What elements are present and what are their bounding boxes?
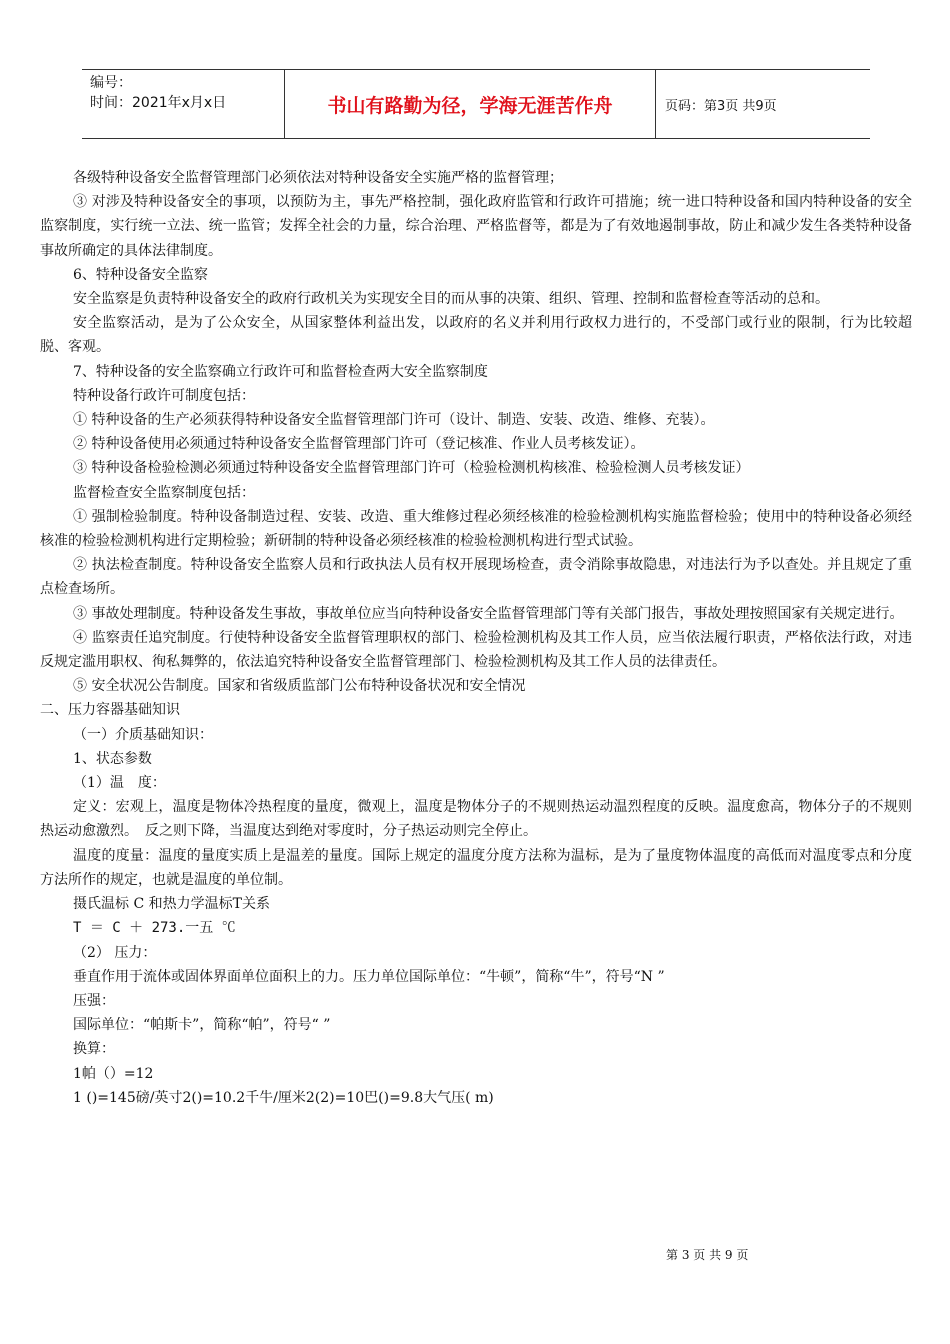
header-page-label: 页码：第3页 共9页 bbox=[665, 98, 777, 114]
header-meta bbox=[82, 70, 284, 138]
section-heading: 7、特种设备的安全监察确立行政许可和监督检查两大安全监察制度 bbox=[73, 363, 488, 380]
document-body bbox=[40, 166, 912, 1110]
list-item: ④ 监察责任追究制度。行使特种设备安全监督管理职权的部门、检验检测机构及其工作人员，应当依法履行职责，严格依法行政，对违反规定滥用职权、徇私舞弊的，依法追究特种设备安全监督管理部门、检验检测机构及其工作人员的法律责任。 bbox=[40, 629, 912, 671]
paragraph: 特种设备行政许可制度包括： bbox=[73, 387, 255, 404]
paragraph: 摄氏温标 C 和热力学温标T关系 bbox=[73, 896, 270, 913]
list-item: ① 特种设备的生产必须获得特种设备安全监督管理部门许可（设计、制造、安装、改造、维修、充装）。 bbox=[73, 412, 715, 429]
section-heading: 二、压力容器基础知识 bbox=[40, 702, 180, 719]
paragraph: 压强： bbox=[73, 992, 115, 1009]
number-label: 编号： bbox=[90, 75, 132, 91]
paragraph: 安全监察活动，是为了公众安全，从国家整体利益出发，以政府的名义并利用行政权力进行的，不受部门或行业的限制，行为比较超脱、客观。 bbox=[40, 315, 912, 356]
formula: T ＝ C ＋ 273.一五 ℃ bbox=[73, 920, 236, 937]
subsection-heading: （2） 压力： bbox=[73, 944, 157, 961]
formula: 1帕（）=12 bbox=[73, 1065, 154, 1082]
list-item: ② 执法检查制度。特种设备安全监察人员和行政执法人员有权开展现场检查，责令消除事故隐患，对违法行为予以查处。并且规定了重点检查场所。 bbox=[40, 557, 912, 598]
list-item: ③ 特种设备检验检测必须通过特种设备安全监督管理部门许可（检验检测机构核准、检验检测人员考核发证） bbox=[73, 460, 750, 477]
paragraph: 国际单位：“帕斯卡”，简称“帕”，符号“ ” bbox=[73, 1017, 331, 1034]
page-footer: 第 3 页 共 9 页 bbox=[666, 1248, 749, 1262]
page-header bbox=[82, 69, 870, 139]
subsection-heading: 1、状态参数 bbox=[73, 750, 152, 767]
paragraph: 垂直作用于流体或固体界面单位面积上的力。压力单位国际单位：“牛顿”，简称“牛”，符号“N ” bbox=[73, 968, 665, 985]
paragraph: 各级特种设备安全监督管理部门必须依法对特种设备安全实施严格的监督管理； bbox=[73, 170, 563, 186]
list-item: ③ 事故处理制度。特种设备发生事故，事故单位应当向特种设备安全监督管理部门等有关部门报告，事故处理按照国家有关规定进行。 bbox=[73, 605, 904, 622]
section-heading: 6、特种设备安全监察 bbox=[73, 266, 208, 283]
paragraph: 监督检查安全监察制度包括： bbox=[73, 484, 255, 501]
subsection-heading: （一）介质基础知识： bbox=[73, 726, 213, 743]
header-motto: 书山有路勤为径，学海无涯苦作舟 bbox=[284, 70, 656, 138]
paragraph: 温度的度量：温度的量度实质上是温差的量度。国际上规定的温度分度方法称为温标，是为了量度物体温度的高低而对温度零点和分度方法所作的规定，也就是温度的单位制。 bbox=[40, 847, 912, 888]
subsection-heading: （1）温 度： bbox=[73, 775, 166, 792]
list-item: ② 特种设备使用必须通过特种设备安全监督管理部门许可（登记核准、作业人员考核发证）。 bbox=[73, 436, 645, 453]
list-item: ① 强制检验制度。特种设备制造过程、安装、改造、重大维修过程必须经核准的检验检测机构实施监督检验；使用中的特种设备必须经核准的检验检测机构进行定期检验；新研制的特种设备必须经核准的检验检测机构进行型式试验。 bbox=[40, 508, 912, 550]
formula: 1 ()=145磅/英寸2()=10.2千牛/厘米2(2)=10巴()=9.8大气压( m) bbox=[73, 1089, 494, 1106]
paragraph: ③ 对涉及特种设备安全的事项，以预防为主，事先严格控制，强化政府监管和行政许可措施；统一进口特种设备和国内特种设备的安全监察制度，实行统一立法、统一监管；发挥全社会的力量，综合治理、严格监督等，都是为了有效地遏制事故，防止和减少发生各类特种设备事故所确定的具体法律制度。 bbox=[40, 194, 912, 259]
list-item: ⑤ 安全状况公告制度。国家和省级质监部门公布特种设备状况和安全情况 bbox=[73, 678, 526, 695]
paragraph: 换算： bbox=[73, 1041, 115, 1058]
time-label: 时间：2021年x月x日 bbox=[90, 95, 227, 111]
paragraph: 定义：宏观上，温度是物体冷热程度的量度，微观上，温度是物体分子的不规则热运动温烈程度的反映。温度愈高，物体分子的不规则热运动愈激烈。 反之则下降，当温度达到绝对零度时，分子热运动则完全停止。 bbox=[40, 799, 912, 840]
paragraph: 安全监察是负责特种设备安全的政府行政机关为实现安全目的而从事的决策、组织、管理、控制和监督检查等活动的总和。 bbox=[73, 291, 829, 308]
